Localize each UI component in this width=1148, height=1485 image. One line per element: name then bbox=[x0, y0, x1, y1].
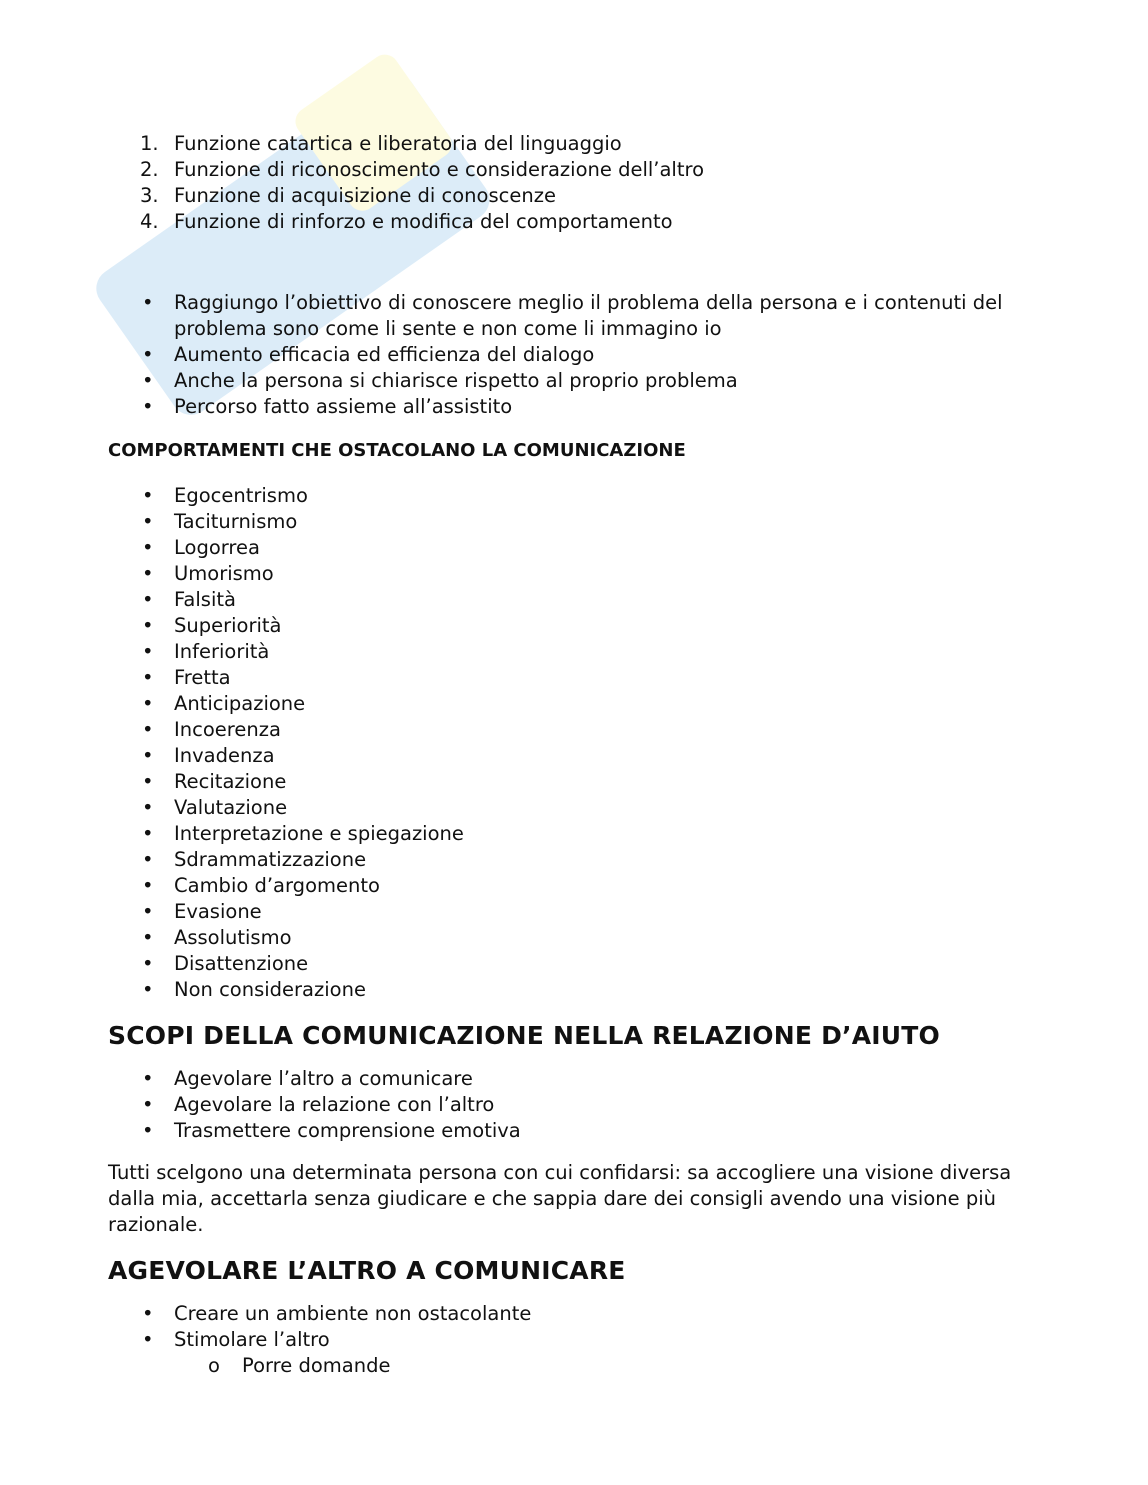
list-item: 3. Funzione di acquisizione di conoscenze bbox=[108, 183, 1038, 209]
heading-obstacles: COMPORTAMENTI CHE OSTACOLANO LA COMUNICAZIONE bbox=[108, 440, 686, 461]
list-item: • Fretta bbox=[108, 665, 1038, 691]
list-item: • Anche la persona si chiarisce rispetto al proprio problema bbox=[108, 368, 1038, 394]
list-item: • Inferiorità bbox=[108, 639, 1038, 665]
list-item: • Evasione bbox=[108, 899, 1038, 925]
list-item: • Invadenza bbox=[108, 743, 1038, 769]
list-item: • Incoerenza bbox=[108, 717, 1038, 743]
list-item: • Recitazione bbox=[108, 769, 1038, 795]
bullet-list-benefits bbox=[108, 290, 1038, 420]
list-item: • Non considerazione bbox=[108, 977, 1038, 1003]
list-item: • Percorso fatto assieme all’assistito bbox=[108, 394, 1038, 420]
list-item: • Aumento efficacia ed efficienza del dialogo bbox=[108, 342, 1038, 368]
list-item: • Stimolare l’altro bbox=[108, 1327, 1038, 1353]
list-item: • Taciturnismo bbox=[108, 509, 1038, 535]
bullet-list-obstacles bbox=[108, 483, 1038, 1003]
list-item: • Anticipazione bbox=[108, 691, 1038, 717]
bullet-list-scopi bbox=[108, 1066, 1038, 1144]
list-item: • Creare un ambiente non ostacolante bbox=[108, 1301, 1038, 1327]
bullet-list-agevolare bbox=[108, 1301, 1038, 1379]
list-item: • Assolutismo bbox=[108, 925, 1038, 951]
numbered-list bbox=[108, 131, 1038, 235]
list-item: • Superiorità bbox=[108, 613, 1038, 639]
list-item: • Interpretazione e spiegazione bbox=[108, 821, 1038, 847]
list-item: • Cambio d’argomento bbox=[108, 873, 1038, 899]
sub-list-item: o Porre domande bbox=[108, 1353, 1038, 1379]
list-item: • Egocentrismo bbox=[108, 483, 1038, 509]
heading-agevolare: AGEVOLARE L’ALTRO A COMUNICARE bbox=[108, 1256, 626, 1285]
list-item: • Falsità bbox=[108, 587, 1038, 613]
list-item: • Umorismo bbox=[108, 561, 1038, 587]
heading-scopi: SCOPI DELLA COMUNICAZIONE NELLA RELAZIONE D’AIUTO bbox=[108, 1021, 940, 1050]
list-item: • Trasmettere comprensione emotiva bbox=[108, 1118, 1038, 1144]
list-item: • Disattenzione bbox=[108, 951, 1038, 977]
list-item: • Sdrammatizzazione bbox=[108, 847, 1038, 873]
body-paragraph: Tutti scelgono una determinata persona con cui confidarsi: sa accogliere una visione diversa dalla mia, accettarla senza giudicare e che sappia dare dei consigli avendo una visione più razionale. bbox=[108, 1161, 1012, 1236]
list-item: 2. Funzione di riconoscimento e considerazione dell’altro bbox=[108, 157, 1038, 183]
document-page bbox=[108, 131, 1038, 1379]
list-item: • Valutazione bbox=[108, 795, 1038, 821]
list-item: • Raggiungo l’obiettivo di conoscere meglio il problema della persona e i contenuti del problema sono come li sente e non come li immagino io bbox=[108, 290, 1038, 342]
list-item: • Agevolare l’altro a comunicare bbox=[108, 1066, 1038, 1092]
list-item: • Agevolare la relazione con l’altro bbox=[108, 1092, 1038, 1118]
list-item: 1. Funzione catartica e liberatoria del linguaggio bbox=[108, 131, 1038, 157]
list-item: • Logorrea bbox=[108, 535, 1038, 561]
list-item: 4. Funzione di rinforzo e modifica del comportamento bbox=[108, 209, 1038, 235]
